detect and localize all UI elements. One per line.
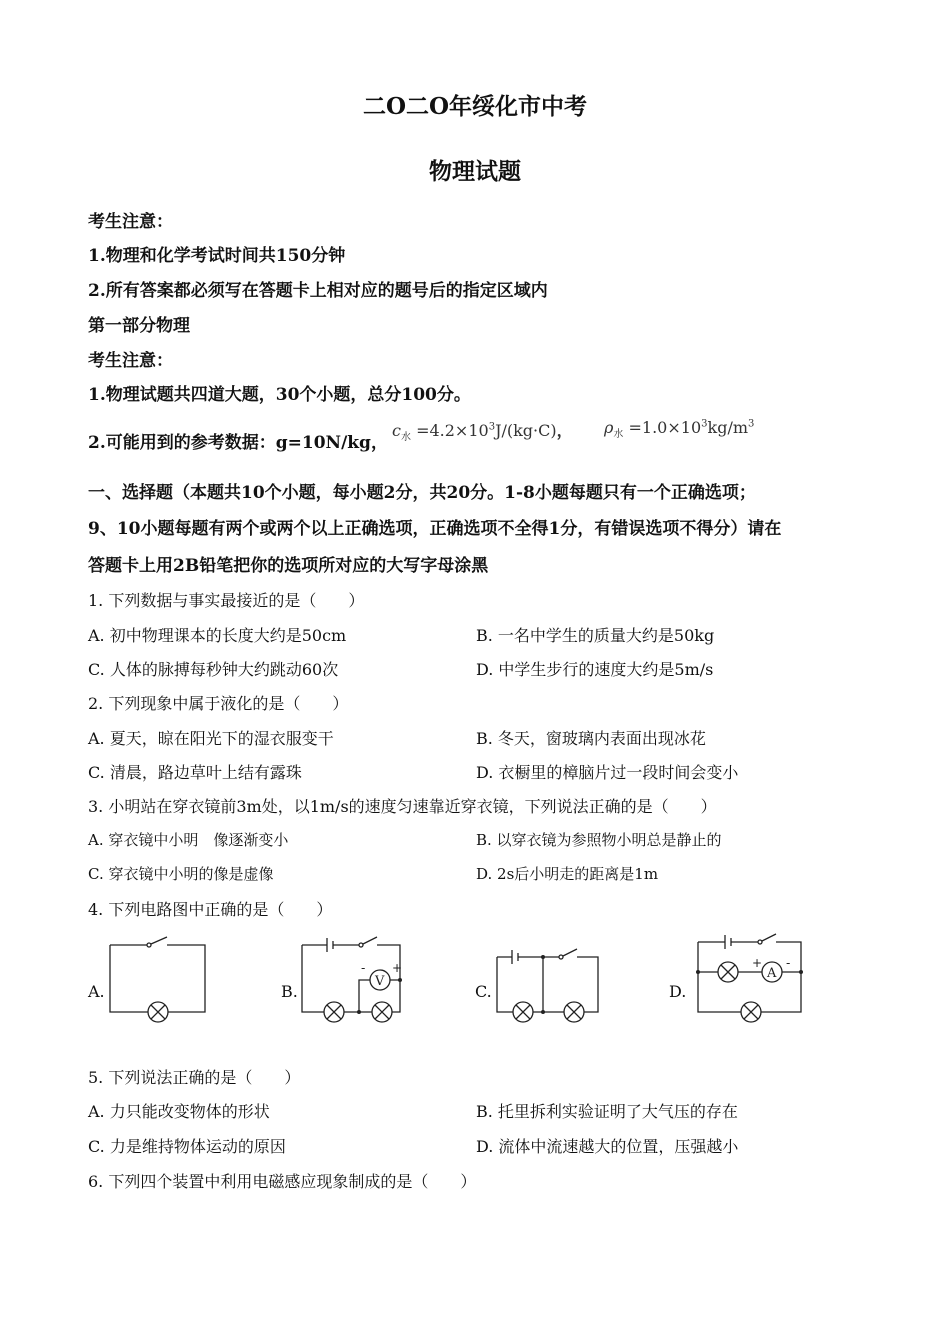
notice-item-2: 2.所有答案都必须写在答题卡上相对应的题号后的指定区域内	[88, 281, 548, 301]
question-5-option-a: A. 力只能改变物体的形状	[88, 1102, 270, 1121]
question-2-stem: 2. 下列现象中属于液化的是（ ）	[88, 694, 349, 713]
svg-text:-: -	[786, 956, 791, 970]
question-2-option-d: D. 衣橱里的樟脑片过一段时间会变小	[476, 763, 739, 782]
question-2-option-b: B. 冬天，窗玻璃内表面出现冰花	[476, 729, 706, 748]
svg-text:+: +	[392, 961, 403, 975]
question-1-option-a: A. 初中物理课本的长度大约是50cm	[88, 626, 347, 645]
notice-heading-1: 考生注意：	[88, 212, 173, 232]
specific-heat-formula: $c_水 =4.2\times 10^3J/(kg\cdot C)$，	[392, 421, 573, 444]
question-3-stem: 3. 小明站在穿衣镜前3m处，以1m/s的速度匀速靠近穿衣镜，下列说法正确的是（ ）	[88, 797, 717, 816]
question-5-stem: 5. 下列说法正确的是（ ）	[88, 1068, 301, 1087]
notice-item-1: 1.物理和化学考试时间共150分钟	[88, 246, 346, 266]
question-3-option-c: C. 穿衣镜中小明的像是虚像	[88, 865, 274, 883]
circuit-diagram-c	[492, 930, 604, 1030]
question-2-option-c: C. 清晨，路边草叶上结有露珠	[88, 763, 302, 782]
question-5-option-c: C. 力是维持物体运动的原因	[88, 1137, 286, 1156]
circuit-diagram-d	[690, 930, 808, 1030]
question-1-option-c: C. 人体的脉搏每秒钟大约跳动60次	[88, 660, 339, 679]
question-4-option-c-label: C.	[475, 982, 492, 1001]
voltmeter-symbol: V	[375, 974, 385, 989]
question-3-option-a: A. 穿衣镜中小明 像逐渐变小	[88, 831, 289, 849]
question-4-option-b-label: B.	[281, 982, 298, 1001]
question-4-option-d-label: D.	[669, 982, 687, 1001]
section-1-instructions-line-2: 9、10小题每题有两个或两个以上正确选项，正确选项不全得1分，有错误选项不得分）请在	[88, 519, 782, 539]
section-1-instructions-line-3: 答题卡上用2B铅笔把你的选项所对应的大写字母涂黑	[88, 556, 489, 576]
notice-heading-2: 考生注意：	[88, 351, 173, 371]
question-6-stem: 6. 下列四个装置中利用电磁感应现象制成的是（ ）	[88, 1172, 477, 1191]
question-3-option-b: B. 以穿衣镜为参照物小明总是静止的	[476, 831, 722, 849]
question-4-stem: 4. 下列电路图中正确的是（ ）	[88, 900, 333, 919]
question-2-option-a: A. 夏天，晾在阳光下的湿衣服变干	[88, 729, 334, 748]
exam-title: 二O二O年绥化市中考	[362, 93, 588, 120]
question-1-option-b: B. 一名中学生的质量大约是50kg	[476, 626, 715, 645]
notice-item-3: 1.物理试题共四道大题，30个小题，总分100分。	[88, 385, 471, 405]
part-heading: 第一部分物理	[88, 316, 190, 336]
svg-text:-: -	[361, 961, 366, 975]
svg-text:+: +	[752, 956, 763, 970]
question-3-option-d: D. 2s后小明走的距离是1m	[476, 865, 659, 883]
section-1-instructions-line-1: 一、选择题（本题共10个小题，每小题2分，共20分。1-8小题每题只有一个正确选项；	[88, 483, 756, 503]
question-5-option-d: D. 流体中流速越大的位置，压强越小	[476, 1137, 739, 1156]
exam-subtitle: 物理试题	[429, 158, 521, 185]
density-formula: $\rho_水 =1.0\times 10^3kg/m^3$	[604, 418, 755, 441]
question-1-option-d: D. 中学生步行的速度大约是5m/s	[476, 660, 714, 679]
circuit-diagram-a	[105, 930, 215, 1030]
question-1-stem: 1. 下列数据与事实最接近的是（ ）	[88, 591, 365, 610]
question-4-option-a-label: A.	[88, 982, 105, 1001]
notice-item-4: 2.可能用到的参考数据：g=10N/kg，	[88, 433, 388, 453]
question-5-option-b: B. 托里拆利实验证明了大气压的存在	[476, 1102, 738, 1121]
circuit-diagram-b	[297, 930, 412, 1030]
ammeter-symbol: A	[767, 966, 777, 981]
